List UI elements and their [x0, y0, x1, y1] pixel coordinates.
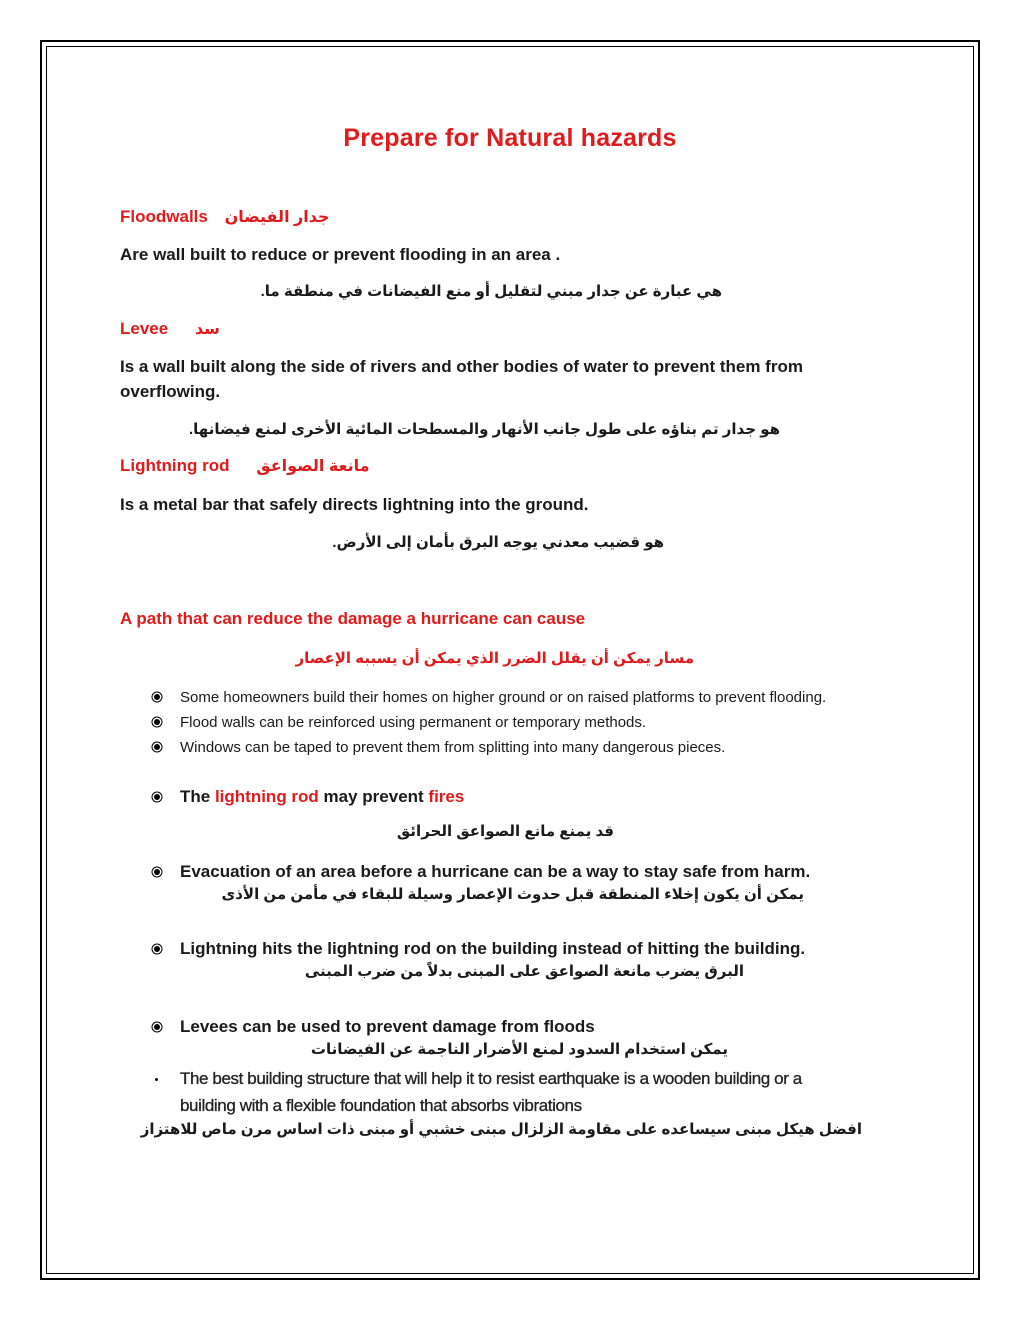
- definition-lightning-rod-ar: هو قضيب معدني يوجه البرق بأمان إلى الأرض.: [332, 534, 664, 551]
- fact-evacuation: Evacuation of an area before a hurricane can be a way to stay safe from harm.: [148, 859, 810, 884]
- heading-floodwalls: [120, 207, 329, 227]
- bullet-icon: [154, 744, 160, 750]
- fact-lightning-rod-fires: The lightning rod may prevent fires: [148, 784, 464, 809]
- fact-earthquake-ar: افضل هيكل مبنى سيساعده على مقاومة الزلزال مبنى خشبي أو مبنى ذات اساس مرن ماص للاهتزاز: [140, 1121, 862, 1138]
- fact-earthquake-line1: The best building structure that will help it to resist earthquake is a wooden building or a: [180, 1069, 802, 1088]
- list-item: Some homeowners build their homes on higher ground or on raised platforms to prevent flooding.: [148, 685, 928, 710]
- highlight-lightning-rod: lightning rod: [214, 787, 319, 806]
- heading-levee-ar: سد: [194, 321, 220, 338]
- fact-levees-ar: يمكن استخدام السدود لمنع الأضرار الناجمة عن الفيضانات: [310, 1041, 728, 1058]
- fact-evacuation-ar: يمكن أن يكون إخلاء المنطقة قبل حدوث الإعصار وسيلة للبقاء في مأمن من الأذى: [221, 886, 804, 903]
- heading-floodwalls-en: Floodwalls: [120, 207, 208, 226]
- bullet-icon: [154, 794, 160, 800]
- bullet-icon: [154, 719, 160, 725]
- bullet-icon: [154, 869, 160, 875]
- definition-levee-en: Is a wall built along the side of rivers and other bodies of water to prevent them from overflowing.: [120, 357, 803, 401]
- fact-lightning-hits-rod: Lightning hits the lightning rod on the building instead of hitting the building.: [148, 936, 805, 961]
- definition-lightning-rod-en: Is a metal bar that safely directs lightning into the ground.: [120, 495, 589, 514]
- heading-lightning-rod: [120, 456, 370, 476]
- bullet-icon: [155, 1078, 158, 1081]
- fact-levees: Levees can be used to prevent damage from floods: [148, 1014, 595, 1039]
- heading-hurricane-path-ar: مسار يمكن أن يقلل الضرر الذي يمكن أن يسببه الإعصار: [295, 650, 694, 667]
- hurricane-tips-list: [148, 685, 928, 760]
- fact-earthquake: [148, 1066, 802, 1091]
- heading-lightning-rod-ar: مانعة الصواعق: [256, 458, 370, 475]
- bullet-icon: [154, 694, 160, 700]
- definition-floodwalls-en: Are wall built to reduce or prevent flooding in an area .: [120, 245, 561, 264]
- highlight-fires: fires: [428, 787, 465, 806]
- heading-levee-en: Levee: [120, 319, 169, 338]
- definition-levee-ar: هو جدار تم بناؤه على طول جانب الأنهار والمسطحات المائية الأخرى لمنع فيضانها.: [189, 421, 780, 438]
- definition-floodwalls-ar: هي عبارة عن جدار مبني لتقليل أو منع الفيضانات في منطقة ما.: [260, 283, 722, 300]
- list-item: Flood walls can be reinforced using permanent or temporary methods.: [148, 710, 928, 735]
- fact-earthquake-line2: building with a flexible foundation that absorbs vibrations: [180, 1096, 582, 1115]
- fact-lightning-rod-fires-ar: قد يمنع مانع الصواعق الحرائق: [396, 823, 614, 840]
- page-title: Prepare for Natural hazards: [343, 124, 677, 152]
- heading-floodwalls-ar: جدار الفيضان: [224, 209, 330, 226]
- heading-hurricane-path: A path that can reduce the damage a hurricane can cause: [120, 609, 586, 628]
- heading-lightning-rod-en: Lightning rod: [120, 456, 230, 475]
- heading-levee: [120, 319, 220, 339]
- bullet-icon: [154, 1024, 160, 1030]
- fact-lightning-hits-rod-ar: البرق يضرب مانعة الصواعق على المبنى بدلاً من ضرب المبنى: [304, 963, 744, 980]
- bullet-icon: [154, 946, 160, 952]
- list-item: Windows can be taped to prevent them from splitting into many dangerous pieces.: [148, 735, 928, 760]
